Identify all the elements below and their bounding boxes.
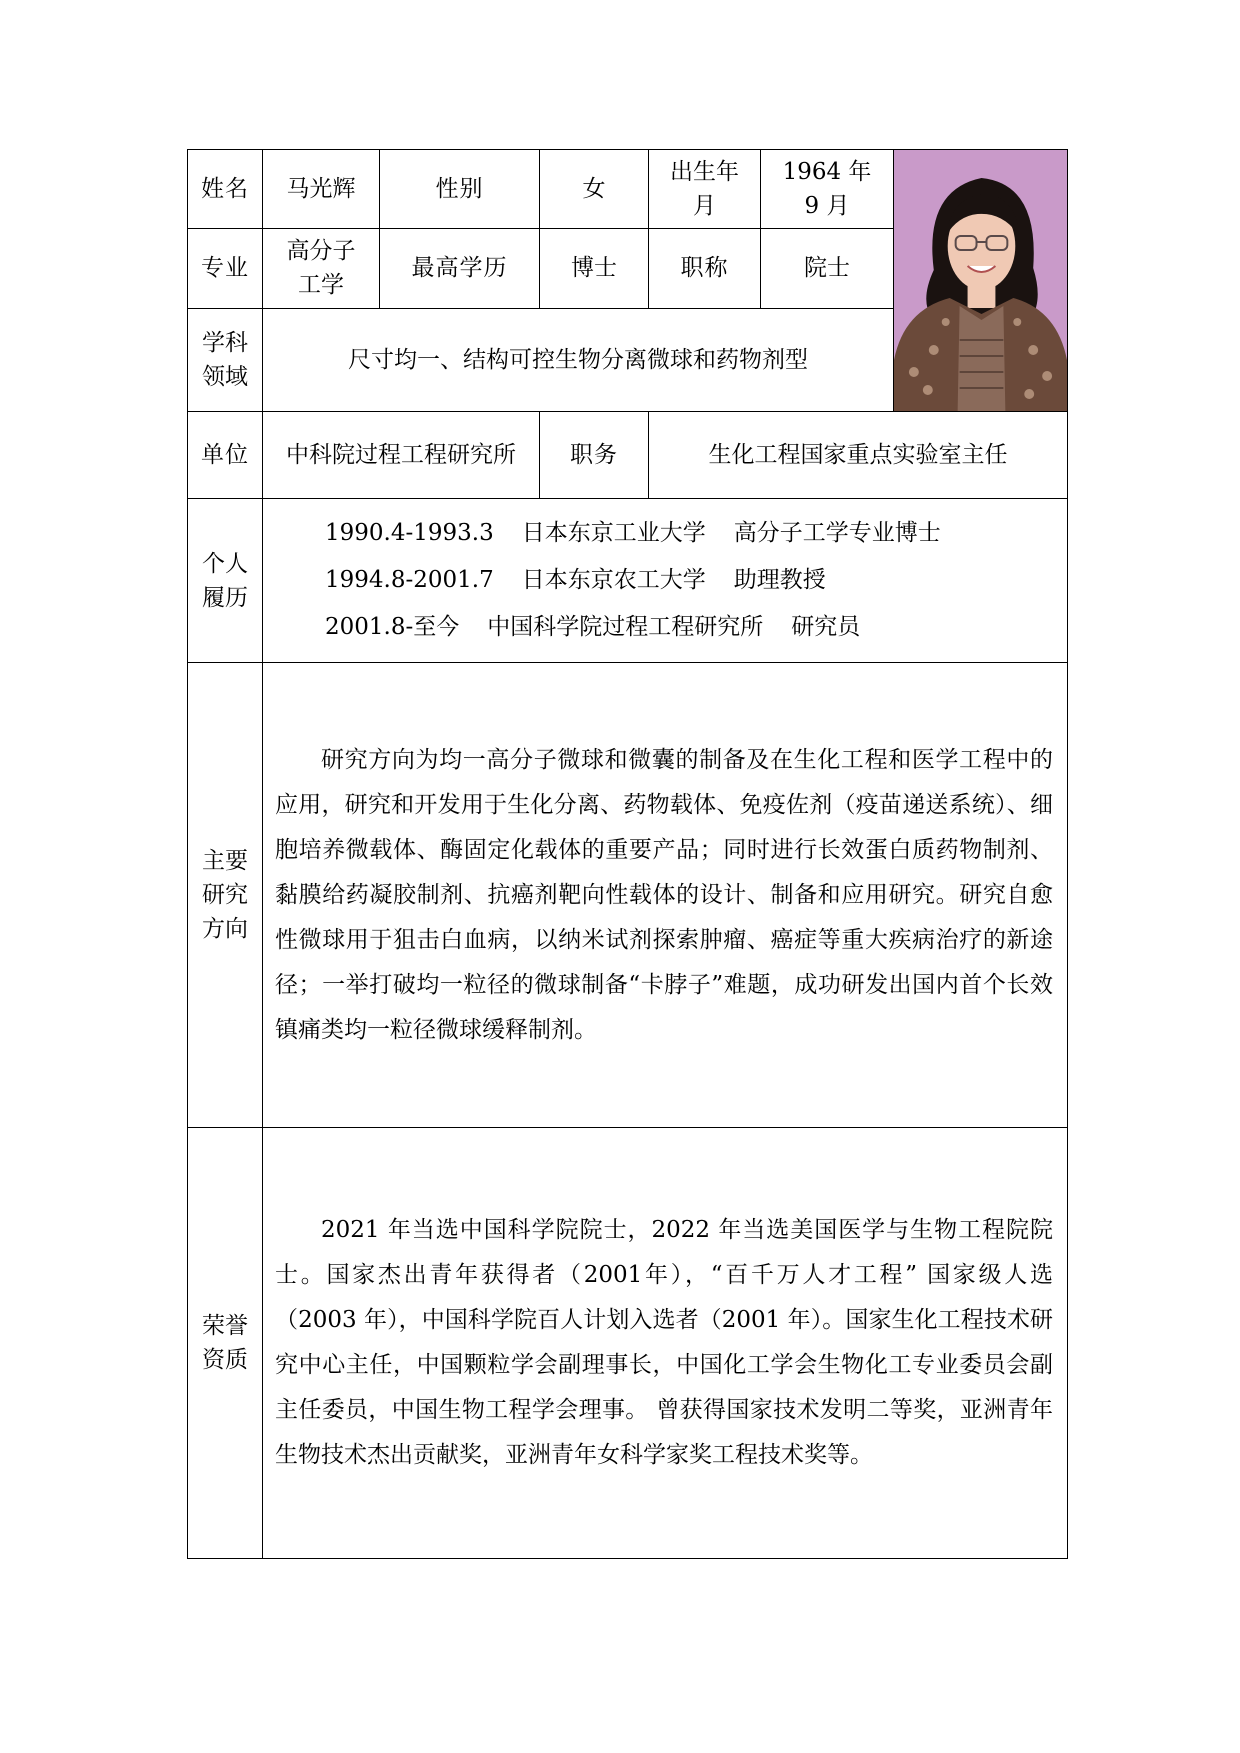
row-research — [188, 663, 1068, 1128]
name-label: 姓名 — [188, 150, 263, 229]
profile-table — [187, 149, 1068, 1559]
duty-value: 生化工程国家重点实验室主任 — [649, 412, 1068, 499]
field-label: 学科领域 — [188, 308, 263, 411]
major-label: 专业 — [188, 229, 263, 308]
field-value: 尺寸均一、结构可控生物分离微球和药物剂型 — [263, 308, 894, 411]
resume-list — [263, 499, 1068, 663]
honors-text: 2021 年当选中国科学院院士，2022 年当选美国医学与生物工程院院士。国家杰出青年获得者（2001年），“百千万人才工程” 国家级人选（2003 年），中国科学院百人计划入选者（2001 年）。国家生化工程技术研究中心主任，中国颗粒学会副理事长，中国化工学会生物化工专业委员会副主任委员，中国生物工程学会理事。 曾获得国家技术发明二等奖，亚洲青年生物技术杰出贡献奖，亚洲青年女科学家奖工程技术奖等。 — [275, 1217, 1053, 1468]
photo-cell — [894, 150, 1068, 412]
row-unit — [188, 412, 1068, 499]
resume-role: 助理教授 — [733, 567, 826, 593]
resume-period: 1990.4-1993.3 — [325, 520, 494, 546]
resume-org: 日本东京工业大学 — [521, 520, 706, 546]
resume-entry — [325, 510, 1067, 557]
row-resume — [188, 499, 1068, 663]
research-label: 主要研究方向 — [188, 663, 263, 1128]
unit-value: 中科院过程工程研究所 — [263, 412, 540, 499]
title-label: 职称 — [649, 229, 761, 308]
duty-label: 职务 — [540, 412, 649, 499]
honors-label: 荣誉资质 — [188, 1128, 263, 1559]
gender-label: 性别 — [380, 150, 540, 229]
resume-period: 1994.8-2001.7 — [325, 567, 494, 593]
resume-entry — [325, 557, 1067, 604]
resume-period: 2001.8-至今 — [325, 614, 460, 640]
research-text: 研究方向为均一高分子微球和微囊的制备及在生化工程和医学工程中的应用，研究和开发用于生化分离、药物载体、免疫佐剂（疫苗递送系统）、细胞培养微载体、酶固定化载体的重要产品；同时进行长效蛋白质药物制剂、黏膜给药凝胶制剂、抗癌剂靶向性载体的设计、制备和应用研究。研究自愈性微球用于狙击白血病，以纳米试剂探索肿瘤、癌症等重大疾病治疗的新途径；一举打破均一粒径的微球制备“卡脖子”难题，成功研发出国内首个长效镇痛类均一粒径微球缓释制剂。 — [275, 746, 1053, 1043]
person-portrait-icon — [894, 150, 1067, 411]
resume-label: 个人履历 — [188, 499, 263, 663]
title-value: 院士 — [761, 229, 894, 308]
birth-label: 出生年月 — [649, 150, 761, 229]
resume-entry — [325, 604, 1067, 651]
row-basic-1 — [188, 150, 1068, 229]
degree-label: 最高学历 — [380, 229, 540, 308]
resume-org: 中国科学院过程工程研究所 — [487, 614, 764, 640]
honors-cell — [263, 1128, 1068, 1559]
resume-role: 高分子工学专业博士 — [733, 520, 941, 546]
degree-value: 博士 — [540, 229, 649, 308]
name-value: 马光辉 — [263, 150, 380, 229]
birth-value: 1964 年 9 月 — [761, 150, 894, 229]
research-cell — [263, 663, 1068, 1128]
gender-value: 女 — [540, 150, 649, 229]
major-value: 高分子工学 — [263, 229, 380, 308]
resume-role: 研究员 — [791, 614, 861, 640]
resume-org: 日本东京农工大学 — [521, 567, 706, 593]
unit-label: 单位 — [188, 412, 263, 499]
row-honors — [188, 1128, 1068, 1559]
